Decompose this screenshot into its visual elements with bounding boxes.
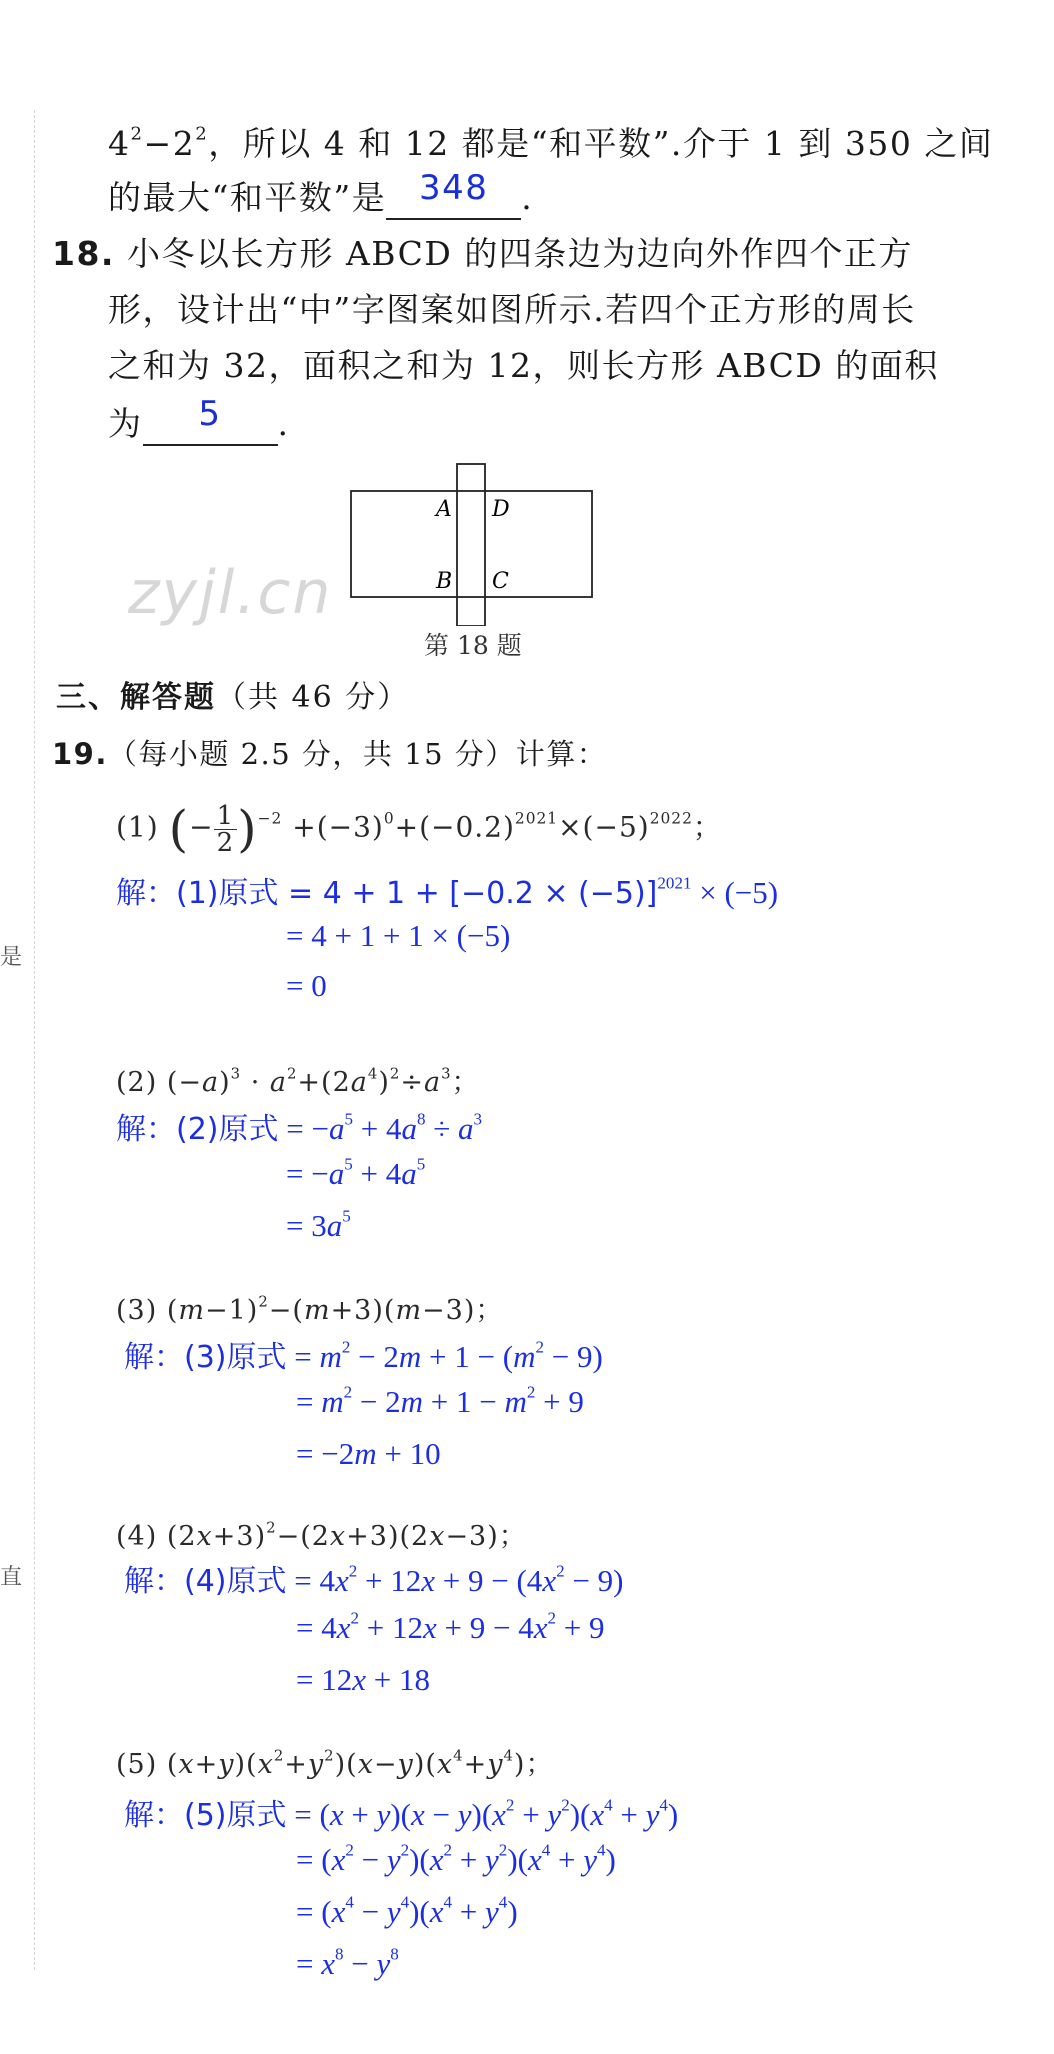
q19-5-problem: (5) $(x+y)(x^2+y^2)(x-y)(x^4+y^4)$； [116, 1746, 554, 1780]
q17-line2: 的最大“和平数”是 348 . [108, 172, 533, 220]
fraction-half: $\frac{1}{2}$ [214, 803, 238, 856]
q19-1-sol-line1 [116, 868, 778, 912]
q19-1-sol-1b: × (−5) [691, 875, 779, 910]
q18-line1 [52, 228, 913, 275]
rectangle-outline [351, 491, 592, 597]
q19-intro: （每小题 2.5 分，共 15 分）计算： [107, 737, 608, 771]
q17-answer-blank [386, 168, 521, 220]
q18-line4-prefix: 为 [108, 404, 143, 443]
q19-5-sol-line1: 解：(5)原式 = $(x + y)(x - y)(x^2 + y^2)(x^4 + y^4)$ [124, 1795, 679, 1833]
q17-answer: 348 [419, 168, 489, 208]
q19-2-sol-prefix: 解：(2)原式 [116, 1112, 279, 1147]
q18-line2: 形，设计出“中”字图案如图所示.若四个正方形的周长 [108, 290, 916, 329]
section-points: （共 46 分） [216, 680, 410, 715]
watermark: zyjl.cn [128, 558, 333, 628]
q18-line4: 为 5 . [108, 398, 290, 446]
q19-5-sol-prefix: 解：(5)原式 [124, 1798, 287, 1833]
q19-4-sol-line2: = $4x^2 + 12x + 9 - 4x^2 + 9$ [296, 1608, 605, 1645]
q19-1-sol-exp: 2021 [657, 873, 692, 893]
vertical-strip [457, 464, 485, 626]
margin-char: 直 [0, 1565, 23, 1590]
label-c: C [492, 569, 509, 594]
q19-5-sol-line2: = $(x^2 - y^2)(x^2 + y^2)(x^4 + y^4)$ [296, 1840, 616, 1877]
q17-line2-prefix: 的最大“和平数”是 [108, 178, 387, 217]
margin-char: 是 [0, 945, 23, 970]
label-a: A [436, 497, 452, 522]
q19-1-sol-line3: = 0 [286, 968, 327, 1003]
q18-number: 18. [52, 234, 115, 273]
q19-2-sol-line1: 解：(2)原式 = $-a^5 + 4a^8 \div a^3$ [116, 1109, 483, 1147]
section-heading [56, 672, 409, 716]
q19-3-problem: (3) $(m-1)^2-(m+3)(m-3)$； [116, 1292, 504, 1326]
q18-answer: 5 [198, 394, 222, 434]
figure-caption: 第 18 题 [424, 631, 522, 660]
q19-3-sol-line2: = $m^2 - 2m + 1 - m^2 + 9$ [296, 1382, 584, 1419]
q19-3-label: (3) [116, 1295, 158, 1326]
q19-4-sol-line3: = 12x + 18 [296, 1662, 430, 1697]
q19-number: 19. [52, 737, 108, 771]
q17-line1-text: ，所以 4 和 12 都是“和平数”.介于 1 到 350 之间 [208, 124, 994, 163]
q19-5-sol-line4: = $x^8 - y^8$ [296, 1944, 399, 1981]
q19-3-sol-line1: 解：(3)原式 = $m^2 - 2m + 1 - (m^2 - 9)$ [124, 1337, 603, 1375]
q18-figure [340, 456, 610, 626]
q18-answer-blank [143, 394, 278, 446]
q18-line3: 之和为 32，面积之和为 12，则长方形 ABCD 的面积 [108, 346, 939, 385]
q18-text1: 小冬以长方形 ABCD 的四条边为边向外作四个正方 [126, 234, 913, 273]
q19-3-sol-line3: = −2m + 10 [296, 1436, 441, 1471]
label-d: D [492, 497, 510, 522]
section-title: 三、解答题 [56, 680, 216, 715]
q19-header [52, 732, 607, 773]
q19-2-sol-line2: = $-a^5 + 4a^5$ [286, 1154, 426, 1191]
q19-2-sol-line3: = $3a^5$ [286, 1206, 351, 1243]
q19-4-problem: (4) $(2x+3)^2-(2x+3)(2x-3)$； [116, 1518, 527, 1552]
q19-4-sol-line1: 解：(4)原式 = $4x^2 + 12x + 9 - (4x^2 - 9)$ [124, 1561, 624, 1599]
q19-1-label: (1) [116, 810, 159, 844]
q17-line1: $4^2-2^2$，所以 4 和 12 都是“和平数”.介于 1 到 350 之间 [108, 123, 994, 163]
q19-2-label: (2) [116, 1067, 158, 1098]
q19-1-sol-line2: = 4 + 1 + 1 × (−5) [286, 918, 511, 953]
q19-1-problem: (1) (− $\frac{1}{2}$ )$^{-2} +(-3)^0+(-0.2)^{2021}\times(-5)^{2022}$； [116, 800, 722, 858]
q19-4-label: (4) [116, 1521, 158, 1552]
label-b: B [436, 569, 453, 594]
q19-4-sol-prefix: 解：(4)原式 [124, 1564, 287, 1599]
q19-5-label: (5) [116, 1749, 158, 1780]
q19-1-sol-1a: 解：(1)原式 = 4 + 1 + [−0.2 × (−5)] [116, 876, 658, 911]
margin-divider [34, 110, 35, 1970]
q19-3-sol-prefix: 解：(3)原式 [124, 1340, 287, 1375]
q19-2-problem: (2) $(-a)^3 \cdot a^2+(2a^4)^2\div a^3$； [116, 1064, 480, 1098]
q19-5-sol-line3: = $(x^4 - y^4)(x^4 + y^4)$ [296, 1892, 518, 1929]
